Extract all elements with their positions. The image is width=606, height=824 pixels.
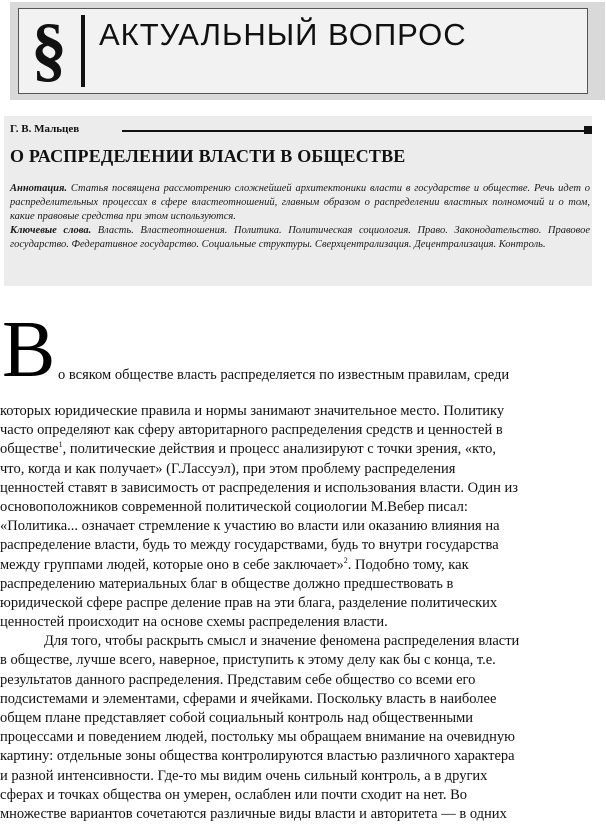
body-line [0, 498, 606, 517]
rubric-title: АКТУАЛЬНЫЙ ВОПРОС [99, 17, 467, 52]
body-line-text: распределению материальных благ в обществе должно предшествовать в [0, 575, 454, 592]
body-first-line: о всяком обществе власть распределяется по известным правилам, среди [58, 367, 510, 383]
body-line [0, 747, 606, 766]
body-line [0, 402, 606, 421]
body-line [0, 460, 606, 479]
body-line [0, 805, 606, 824]
rubric-banner [10, 2, 605, 100]
body-line [0, 786, 606, 805]
keywords-text: Власть. Властеотношения. Политика. Политическая социология. Право. Законодательство. Правовое государство. Федеративное государство. Социальные структуры. Сверхцентрализация. Децентрализация. Контроль. [10, 225, 590, 250]
article-author: Г. В. Мальцев [10, 123, 80, 135]
body-line-text: часто определяют как сферу авторитарного распределения средств и ценностей в [0, 422, 503, 439]
body-line [0, 575, 606, 594]
body-line-text: общем плане представляет собой социальный контроль над общественными [0, 710, 474, 726]
footnote-marker: 1 [58, 440, 63, 450]
body-line-text: и разной интенсивности. Где-то мы видим очень сильный контроль, а в других [0, 767, 488, 784]
body-line [0, 536, 606, 555]
body-line [0, 479, 606, 498]
body-line-text: ценностей ставят в зависимость от распределения и использования власти. Один из [0, 479, 518, 496]
body-line-text: основоположников современной политической социологии М.Вебер писал: [0, 498, 468, 515]
article-header [4, 116, 592, 286]
section-sign-icon: § [31, 9, 67, 89]
body-line [0, 728, 606, 747]
body-line-text: юридической сфере распре деление прав на эти блага, разделение политических [0, 594, 498, 611]
body-line-text: множестве вариантов сочетаются различные виды власти и авторитета — в одних [0, 805, 507, 822]
body-line-text: ценностей происходит на основе схемы распределения власти. [0, 614, 388, 631]
body-line [0, 613, 606, 632]
body-line-text: в обществе, лучше всего, наверное, приступить к этому делу как бы с конца, т.е. [0, 652, 496, 669]
footnote-marker: 2 [343, 555, 348, 565]
body-line [0, 556, 606, 575]
body-line-text: процессами и поведением людей, постольку мы обращаем внимание на очевидную [0, 729, 515, 746]
abstract-text: Статья посвящена рассмотрению сложнейшей архитектоники власти в государстве и обществе. Речь идет о распределительных процессах в сфере властеотношений, главным образом о распределении властных полномочий и о том, какие правовые средства при этом используются. [10, 183, 590, 222]
abstract-label: Аннотация. [10, 183, 68, 194]
body-line-text: картину: отдельные зоны общества контролируются властью различного характера [0, 748, 515, 765]
body-line [0, 632, 606, 651]
body-line-text-continued: . Подобно тому, как [347, 556, 469, 573]
rubric-frame [18, 8, 588, 94]
article-body [0, 402, 606, 824]
body-line [0, 709, 606, 728]
body-line [0, 651, 606, 670]
body-line-text: Для того, чтобы раскрыть смысл и значение феномена распределения власти [44, 633, 520, 650]
body-line-text: результатов данного распределения. Представим себе общество со всеми его [0, 671, 476, 688]
body-line-text: обществе [0, 441, 59, 458]
body-line-text: распределение власти, будь то между государствами, будь то внутри государства [0, 537, 499, 554]
body-line [0, 421, 606, 440]
body-line [0, 517, 606, 536]
body-line [0, 671, 606, 690]
body-line-text: которых юридические правила и нормы занимают значительное место. Политику [0, 403, 505, 419]
body-line [0, 690, 606, 709]
drop-cap: В [2, 306, 56, 394]
body-line [0, 767, 606, 786]
keywords-label: Ключевые слова. [10, 225, 92, 236]
body-line-text: подсистемами и элементами, сферами и ячейками. Поскольку власть в наиболее [0, 690, 497, 707]
author-row [10, 123, 590, 137]
body-line-text: сферах и точках общества он умерен, ослаблен или почти сходит на нет. Во [0, 786, 468, 803]
body-line-text: между группами людей, которые оно в себе заключает» [0, 556, 344, 573]
article-abstract [10, 182, 590, 252]
body-line [0, 594, 606, 613]
author-rule-square-icon [584, 126, 592, 134]
body-line-text: что, когда и как получает» (Г.Лассуэл), при этом проблему распределения [0, 460, 456, 477]
rubric-divider [81, 15, 85, 87]
article-title: О РАСПРЕДЕЛЕНИИ ВЛАСТИ В ОБЩЕСТВЕ [10, 146, 406, 166]
author-rule [122, 130, 584, 132]
body-line-text-continued: , политические действия и процесс анализируют с точки зрения, «кто, [62, 441, 496, 458]
body-line [0, 440, 606, 459]
body-line-text: «Политика... означает стремление к участию во власти или оказанию влияния на [0, 518, 500, 535]
